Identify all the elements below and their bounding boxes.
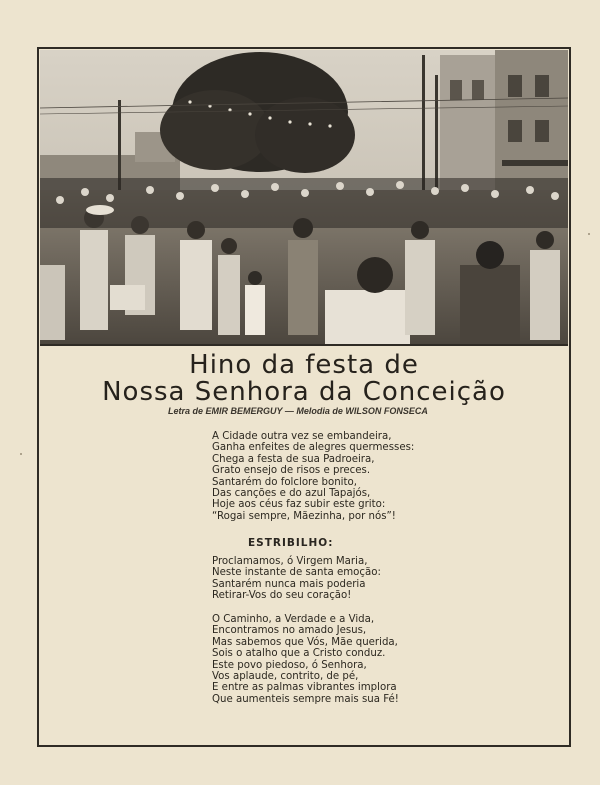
verse-1 — [212, 431, 462, 522]
refrain-line: Retirar-Vos do seu coração! — [212, 590, 352, 602]
refrain-line: Neste instante de santa emoção: — [212, 567, 381, 579]
verse-line: Das canções e do azul Tapajós, — [212, 488, 371, 500]
verse-line: “Rogai sempre, Mãezinha, por nós”! — [212, 510, 396, 522]
verse-line: Ganha enfeites de alegres quermesses: — [212, 442, 415, 454]
verse-line: Sois o atalho que a Cristo conduz. — [212, 648, 386, 660]
verse-line: E entre as palmas vibrantes implora — [212, 682, 397, 694]
verse-line: A Cidade outra vez se embandeira, — [212, 431, 392, 442]
verse-line: Que aumenteis sempre mais sua Fé! — [212, 693, 399, 705]
verse-line: Vos aplaude, contrito, de pé, — [212, 671, 359, 683]
verse-2 — [212, 614, 462, 705]
festival-crowd-photo — [40, 50, 568, 345]
hymn-title-line-1: Hino da festa de — [189, 350, 419, 380]
verse-line: Santarém do folclore bonito, — [212, 476, 357, 488]
verse-line: O Caminho, a Verdade e a Vida, — [212, 614, 375, 625]
verse-line: Este povo piedoso, ó Senhora, — [212, 659, 367, 671]
verse-line: Grato ensejo de risos e preces. — [212, 465, 371, 477]
verse-line: Chega a festa de sua Padroeira, — [212, 453, 375, 465]
verse-line: Encontramos no amado Jesus, — [212, 625, 367, 637]
paper-speck — [588, 233, 590, 235]
lyrics-melody-credits: Letra de EMIR BEMERGUY — Melodia de WILSON FONSECA — [168, 406, 428, 416]
hymn-title-line-2: Nossa Senhora da Conceição — [102, 377, 506, 407]
refrain-line: Proclamamos, ó Virgem Maria, — [212, 556, 368, 567]
verse-line: Hoje aos céus faz subir este grito: — [212, 499, 386, 511]
refrain-line: Santarém nunca mais poderia — [212, 578, 366, 590]
paper-speck — [20, 453, 22, 455]
refrain-heading: ESTRIBILHO: — [248, 537, 334, 549]
verse-line: Mas sabemos que Vós, Mãe querida, — [212, 636, 398, 648]
photo-divider-line — [40, 344, 568, 346]
refrain — [212, 556, 462, 602]
